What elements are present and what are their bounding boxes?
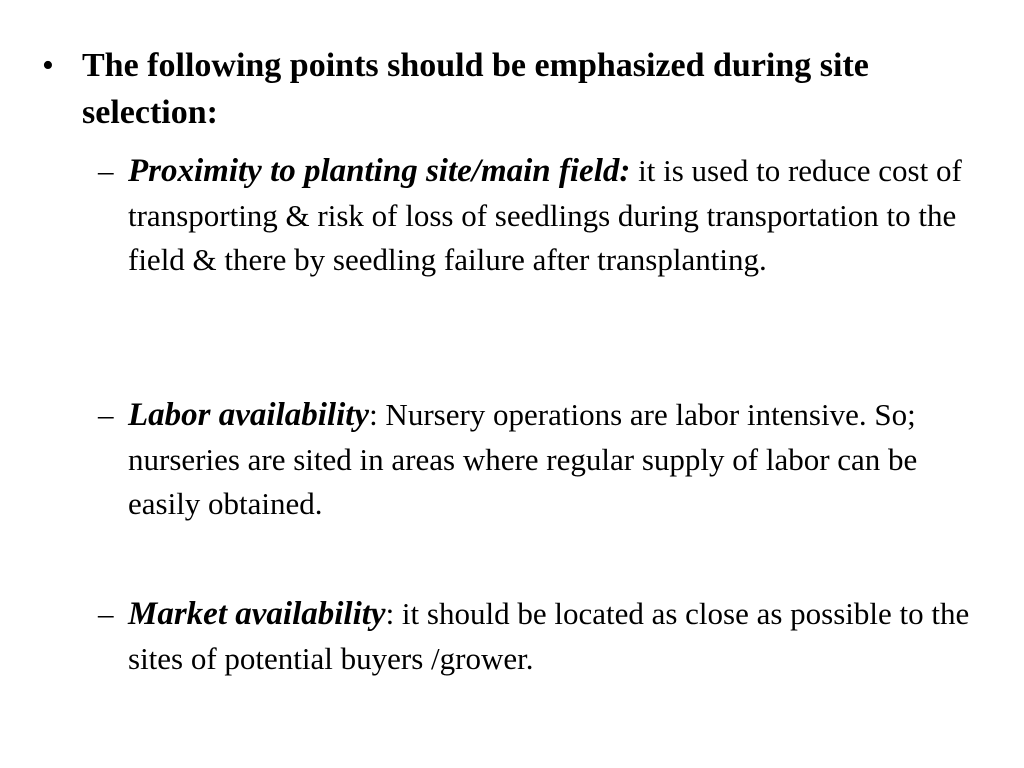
dash-icon: – — [98, 397, 114, 432]
sub-point-content — [128, 149, 978, 283]
sub-point-market — [98, 592, 978, 681]
dash-icon: – — [98, 596, 114, 631]
sub-point-proximity — [98, 149, 978, 283]
bullet-icon: • — [42, 47, 54, 84]
dash-icon: – — [98, 153, 114, 188]
sub-point-labor — [98, 393, 978, 527]
sub-point-content — [128, 592, 978, 681]
sub-point-term: Labor availability — [128, 397, 370, 433]
sub-point-description: : Nursery operations are labor intensive. So; nurseries are sited in areas where regular supply of labor can be easily obtained. — [128, 397, 918, 521]
sub-point-term: Proximity to planting site/main field: — [128, 153, 631, 189]
main-bullet-point — [40, 42, 980, 136]
sub-point-description: : it should be located as close as possible to the sites of potential buyers /grower. — [128, 596, 970, 676]
sub-point-content — [128, 393, 978, 527]
sub-point-description: it is used to reduce cost of transporting & risk of loss of seedlings during transportation to the field & there by seedling failure after transplanting. — [128, 153, 962, 277]
sub-point-term: Market availability — [128, 596, 386, 632]
main-point-text: The following points should be emphasized during site selection: — [82, 47, 869, 131]
